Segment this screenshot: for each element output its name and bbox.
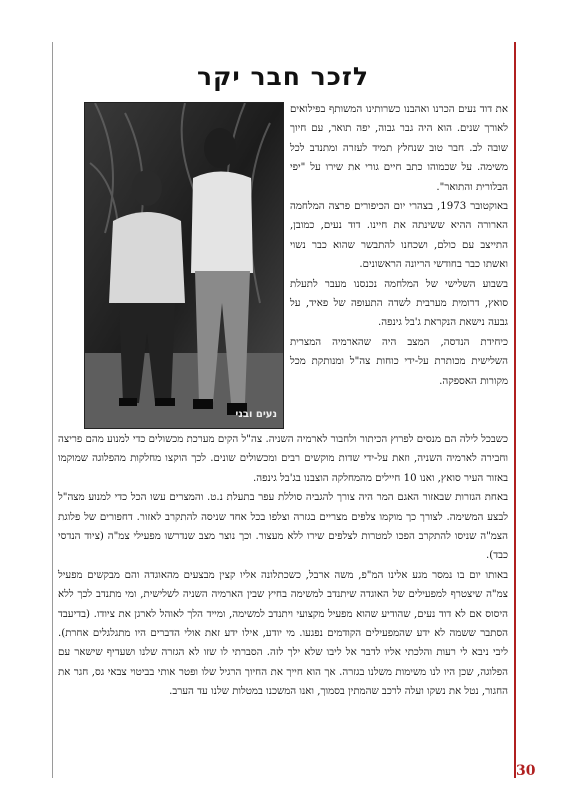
page-number: 30 xyxy=(516,763,536,779)
paragraph: בשבוע השלישי של המלחמה נכנסנו מעבר לתעלת סואץ, דרומית מערבית לשדה התעופה של פאיד, על גבעה נישאת הנקראת ג'בל גינפה. xyxy=(290,278,508,329)
paragraph: באותו יום בו נמסר מגע אלינו המ"פ, משה ארבל, כשכתלונה אליו קצין מבצעים מהאוגדה והם מבקשים מפעיל צמ"ה שיצטרף למפעילים של האוגדה שיתנדב למשימה בחיץ שבין הארמיה השניה לשלישית, ומי מתנדב לכך ללא היסוס אם לא דוד נעים, שהודיע שהוא מפעיל מקצועי ויתנדב למשימה, ומייד הלך לאוהל לארגן את ציודו. (בדיעבד הסתבר ששמה לא ידע שהמפעילים הקודמים נפגעו. מי יודע, אילו ידע זאת אולי הדברים היו מתגלגלים אחרת). ליבי ניבא לי רעות והלכתי אליו לדבר אל ליבו שלא ילך לזה. הסברתי לו שזו לא הגזרה שלנו ושעדיף שישאר עם הפלוגה, שכן היו לנו משימות משלנו בגזרה. אך הוא חייך את החיוך הרגיל שלו ופטר אותי בביטוי צבאי גס, חגר את החגור, נטל את נשקו ועלה לרכב שהמתין בסמוך, ואנו המשכנו במטלות שלנו עד הערב. xyxy=(58,569,508,698)
page-title: לזכר חבר יקר xyxy=(196,62,370,91)
column-text xyxy=(290,100,508,391)
right-margin-rule xyxy=(514,42,516,778)
paragraph: כשבכל לילה הם מנסים לפרוץ הכיתור ולחבור לארמיה השניה. צה"ל הקים מערכת מכשולים כדי למנוע מהם פריצה וחבירה לארמיה השניה, וזאת על-ידי שדות מוקשים רבים ומכשולים שונים. לכך הוקצו מחלקות מהפלוגה שמוקמו באזור העיר סואץ, ואנו 10 חיילים מהמחלקה הוצבנו בג'בל גינפה. xyxy=(58,434,508,484)
photo-caption: נעים ובני xyxy=(235,409,277,420)
memorial-photo xyxy=(84,102,284,429)
photo-image xyxy=(85,103,283,428)
full-width-text xyxy=(58,430,508,702)
paragraph: באוקטובר 1973, בצהרי יום הכיפורים פרצה המלחמה הארורה ההיא ששינתה את חיינו. דוד נעים, כמובן, התייצב עם כולם, ושכחנו להתבשר שהוא כבר נשוי ואשתו כבר בחודשי הריונה הראשונים. xyxy=(290,201,508,271)
left-margin-rule xyxy=(52,42,53,778)
paragraph: כיחידת הנדסה, המצב היה שהארמיה המצרית השלישית מכותרת על-ידי כוחות צה"ל ומנותקת מכל מקורות האספקה. xyxy=(290,336,508,387)
paragraph: באחת הגזרות שבאזור האגם המר היה צורך להגביה סוללת עפר בתעלת נ.ט. והמצרים עשו הכל כדי למנוע מצה"ל לבצע המשימה. לצורך כך מוקמו צלפים מצריים בגזרה וצלפו בכל אחד שניסה להתקרב לאזור. דחפורים של פלוגת הצמ"ה שניסו להתקרב הפכו למטרות לצלפים שירו ללא מעצור. וכך נוצר מצב שנדרשו מפעילי צמ"ה (ציוד הנדסי כבד). xyxy=(58,492,508,562)
paragraph: את דוד נעים הכרנו ואהבנו כשרותינו המשותף בפילואים לאורך שנים. הוא היה גבר גבוה, יפה תואר, עם חיוך שובה לב. חבר טוב שנחלץ תמיד לעזרה ומתנדב לכל משימה. על שכמוהו כתב חיים גורי את שירו על "יפי הבלורית והתואר". xyxy=(290,104,508,193)
